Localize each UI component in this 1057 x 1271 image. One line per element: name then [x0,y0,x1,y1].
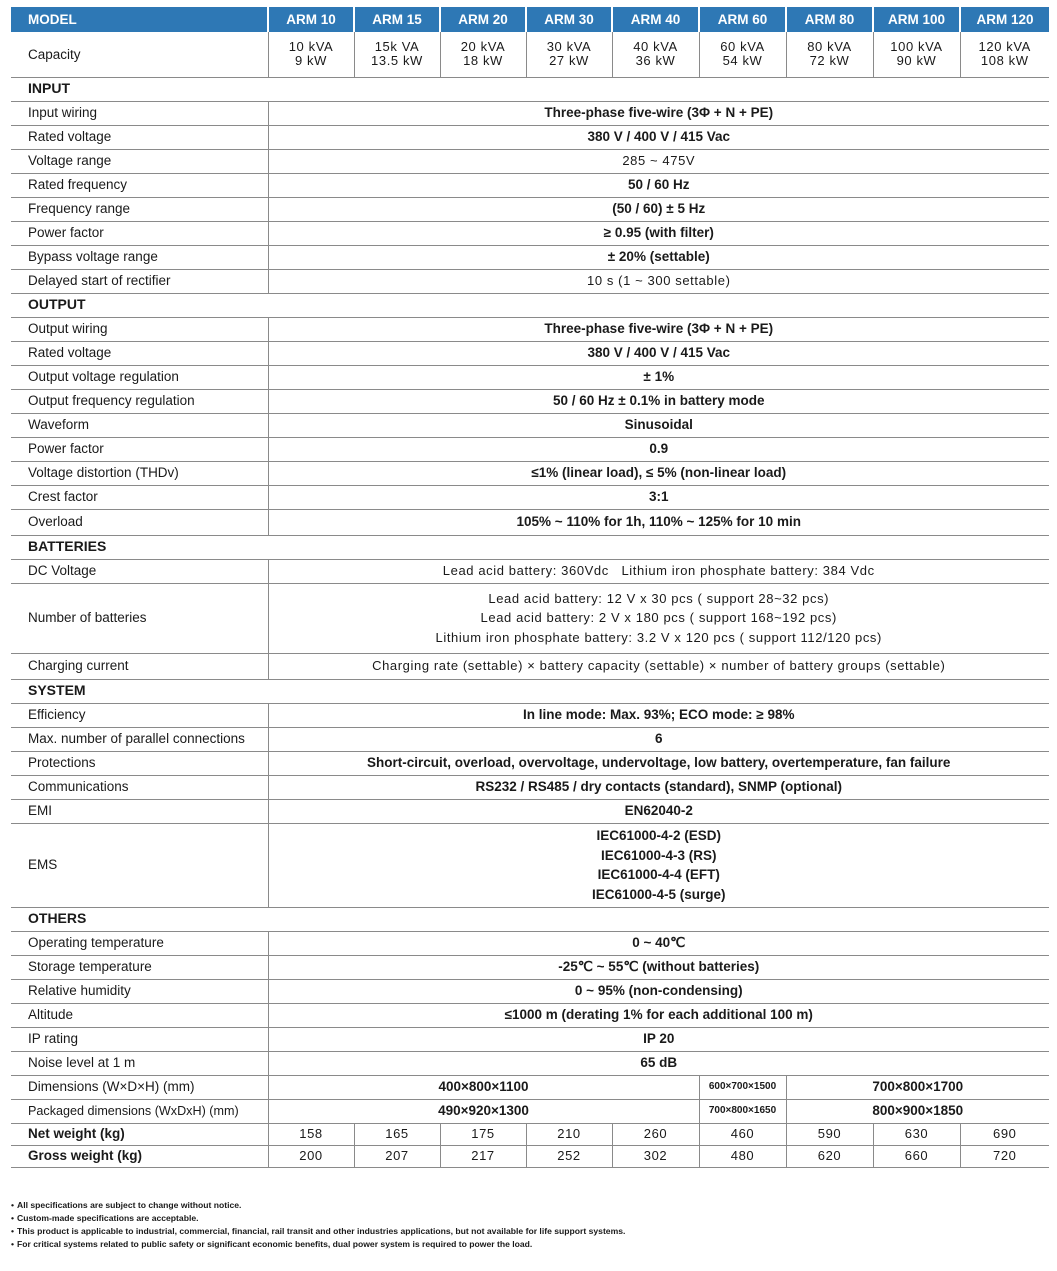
table-row [11,799,1049,823]
row-value: 6 [268,727,1049,751]
row-label: Max. number of parallel connections [11,727,268,751]
table-row [11,125,1049,149]
table-row [11,1027,1049,1051]
row-label: EMI [11,799,268,823]
row-label: DC Voltage [11,559,268,583]
table-row [11,149,1049,173]
model-arm60: ARM 60 [699,7,786,32]
row-value: 3:1 [268,485,1049,509]
row-value: 380 V / 400 V / 415 Vac [268,341,1049,365]
row-value: 217 [440,1145,526,1167]
row-value: 0 ~ 95% (non-condensing) [268,979,1049,1003]
table-row [11,365,1049,389]
capacity-cell: 100 kVA 90 kW [873,32,960,77]
table-row [11,823,1049,907]
row-value: Charging rate (settable) × battery capacity (settable) × number of battery groups (settable) [372,657,946,673]
row-value: 620 [786,1145,873,1167]
row-label: Gross weight (kg) [11,1145,268,1167]
row-value: IEC61000-4-2 (ESD) IEC61000-4-3 (RS) IEC61000-4-4 (EFT) IEC61000-4-5 (surge) [591,828,726,902]
row-label: Crest factor [11,485,268,509]
table-row [11,269,1049,293]
row-label: Rated voltage [11,125,268,149]
row-label: Altitude [11,1003,268,1027]
row-label: Operating temperature [11,931,268,955]
row-value: 0 ~ 40℃ [268,931,1049,955]
row-value: Short-circuit, overload, overvoltage, undervoltage, low battery, overtemperature, fan failure [268,751,1049,775]
row-value: 158 [268,1123,354,1145]
row-value: 50 / 60 Hz ± 0.1% in battery mode [268,389,1049,413]
row-value: 207 [354,1145,440,1167]
row-value: (50 / 60) ± 5 Hz [268,197,1049,221]
row-label: Dimensions (W×D×H) (mm) [11,1075,268,1099]
row-value: 400×800×1100 [268,1075,699,1099]
row-label: Number of batteries [11,583,268,653]
row-label: Storage temperature [11,955,268,979]
row-value: Lead acid battery: 12 V x 30 pcs ( support 28~32 pcs) Lead acid battery: 2 V x 180 pcs ( support 168~192 pcs) Lithium iron phosphate battery: 3.2 V x 120 pcs ( support 112/120 pcs) [268,583,1049,653]
row-value: Lead acid battery: 360Vdc Lithium iron phosphate battery: 384 Vdc [268,559,1049,583]
spec-sheet [11,7,1049,1168]
row-value: ≥ 0.95 (with filter) [268,221,1049,245]
capacity-cell: 60 kVA 54 kW [699,32,786,77]
row-label: Voltage distortion (THDv) [11,461,268,485]
model-arm30: ARM 30 [526,7,612,32]
row-value: 700×800×1650 [699,1099,786,1123]
row-value: 50 / 60 Hz [268,173,1049,197]
row-value: RS232 / RS485 / dry contacts (standard), SNMP (optional) [268,775,1049,799]
capacity-cell: 20 kVA 18 kW [440,32,526,77]
section-title: INPUT [11,77,1049,101]
row-value: 260 [612,1123,699,1145]
capacity-cell: 10 kVA 9 kW [268,32,354,77]
capacity-cell: 120 kVA 108 kW [960,32,1049,77]
row-value: 720 [960,1145,1049,1167]
table-row [11,101,1049,125]
table-row [11,751,1049,775]
row-value: 210 [526,1123,612,1145]
table-row [11,317,1049,341]
table-row [11,461,1049,485]
row-label: Voltage range [11,149,268,173]
capacity-cell: 30 kVA 27 kW [526,32,612,77]
row-label: Packaged dimensions (WxDxH) (mm) [11,1099,268,1123]
row-value: 65 dB [268,1051,1049,1075]
table-row [11,559,1049,583]
row-value: ± 20% (settable) [268,245,1049,269]
row-value: Sinusoidal [268,413,1049,437]
model-arm80: ARM 80 [786,7,873,32]
table-row [11,583,1049,653]
row-value: ≤1000 m (derating 1% for each additional 100 m) [268,1003,1049,1027]
row-value: 165 [354,1123,440,1145]
model-arm20: ARM 20 [440,7,526,32]
model-arm15: ARM 15 [354,7,440,32]
capacity-row [11,32,1049,77]
section-title: OUTPUT [11,293,1049,317]
table-row [11,775,1049,799]
row-label: Output wiring [11,317,268,341]
table-row [11,1099,1049,1123]
row-value: 0.9 [268,437,1049,461]
row-label: Relative humidity [11,979,268,1003]
row-label: Overload [11,509,268,535]
row-value: EN62040-2 [268,799,1049,823]
row-value: 480 [699,1145,786,1167]
table-row [11,197,1049,221]
row-label: Output voltage regulation [11,365,268,389]
spec-table [11,7,1049,1168]
section-title: BATTERIES [11,535,1049,559]
row-value: 630 [873,1123,960,1145]
row-label: Rated voltage [11,341,268,365]
row-value: 600×700×1500 [699,1075,786,1099]
table-row [11,341,1049,365]
row-value: IP 20 [268,1027,1049,1051]
row-label: EMS [11,823,268,907]
row-value: Three-phase five-wire (3Φ + N + PE) [268,101,1049,125]
row-value: 10 s (1 ~ 300 settable) [586,272,731,288]
table-row [11,1003,1049,1027]
row-value: 660 [873,1145,960,1167]
row-value: 285 ~ 475V [268,149,1049,173]
row-label: Bypass voltage range [11,245,268,269]
section-title: SYSTEM [11,679,1049,703]
table-row [11,509,1049,535]
row-label: Net weight (kg) [11,1123,268,1145]
footnote: • Custom-made specifications are acceptable. [11,1212,1041,1225]
table-row [11,955,1049,979]
table-row [11,979,1049,1003]
row-value: -25℃ ~ 55℃ (without batteries) [268,955,1049,979]
footnote: • This product is applicable to industrial, commercial, financial, rail transit and other industries applications, but not available for life support systems. [11,1225,1041,1238]
row-label: IP rating [11,1027,268,1051]
section-input [11,77,1049,101]
row-value: 252 [526,1145,612,1167]
row-label: Rated frequency [11,173,268,197]
row-label: Noise level at 1 m [11,1051,268,1075]
table-row [11,653,1049,679]
row-value: 380 V / 400 V / 415 Vac [268,125,1049,149]
table-row [11,931,1049,955]
capacity-cell: 40 kVA 36 kW [612,32,699,77]
table-row [11,173,1049,197]
table-row [11,1051,1049,1075]
row-value: 460 [699,1123,786,1145]
model-label: MODEL [11,7,268,32]
table-row [11,389,1049,413]
table-row [11,221,1049,245]
table-row [11,703,1049,727]
row-label: Charging current [11,653,268,679]
table-row [11,485,1049,509]
row-value: In line mode: Max. 93%; ECO mode: ≥ 98% [268,703,1049,727]
model-arm10: ARM 10 [268,7,354,32]
table-row [11,1123,1049,1145]
section-batteries [11,535,1049,559]
row-label: Delayed start of rectifier [11,269,268,293]
table-row [11,727,1049,751]
row-label: Communications [11,775,268,799]
row-label: Efficiency [11,703,268,727]
table-row [11,437,1049,461]
row-value: Three-phase five-wire (3Φ + N + PE) [268,317,1049,341]
row-label: Input wiring [11,101,268,125]
section-system [11,679,1049,703]
capacity-label: Capacity [11,32,268,77]
model-header-row [11,7,1049,32]
model-arm100: ARM 100 [873,7,960,32]
section-output [11,293,1049,317]
footnote: • For critical systems related to public safety or significant economic benefits, dual power system is required to power the load. [11,1238,1041,1251]
row-value: 700×800×1700 [786,1075,1049,1099]
row-value: 800×900×1850 [786,1099,1049,1123]
table-row [11,1145,1049,1167]
section-title: OTHERS [11,907,1049,931]
row-value: ± 1% [268,365,1049,389]
row-value: 175 [440,1123,526,1145]
footnote: • All specifications are subject to change without notice. [11,1199,1041,1212]
row-value: 302 [612,1145,699,1167]
model-arm120: ARM 120 [960,7,1049,32]
table-row [11,1075,1049,1099]
capacity-cell: 80 kVA 72 kW [786,32,873,77]
row-label: Protections [11,751,268,775]
row-value: 200 [268,1145,354,1167]
row-label: Power factor [11,221,268,245]
footnotes [11,1199,1041,1251]
row-label: Output frequency regulation [11,389,268,413]
table-row [11,245,1049,269]
row-value: 490×920×1300 [268,1099,699,1123]
row-value: 590 [786,1123,873,1145]
row-label: Waveform [11,413,268,437]
capacity-cell: 15k VA 13.5 kW [354,32,440,77]
row-value: 690 [960,1123,1049,1145]
table-row [11,413,1049,437]
row-value: ≤1% (linear load), ≤ 5% (non-linear load) [268,461,1049,485]
model-arm40: ARM 40 [612,7,699,32]
row-label: Power factor [11,437,268,461]
section-others [11,907,1049,931]
row-value: 105% ~ 110% for 1h, 110% ~ 125% for 10 min [516,514,801,530]
row-label: Frequency range [11,197,268,221]
